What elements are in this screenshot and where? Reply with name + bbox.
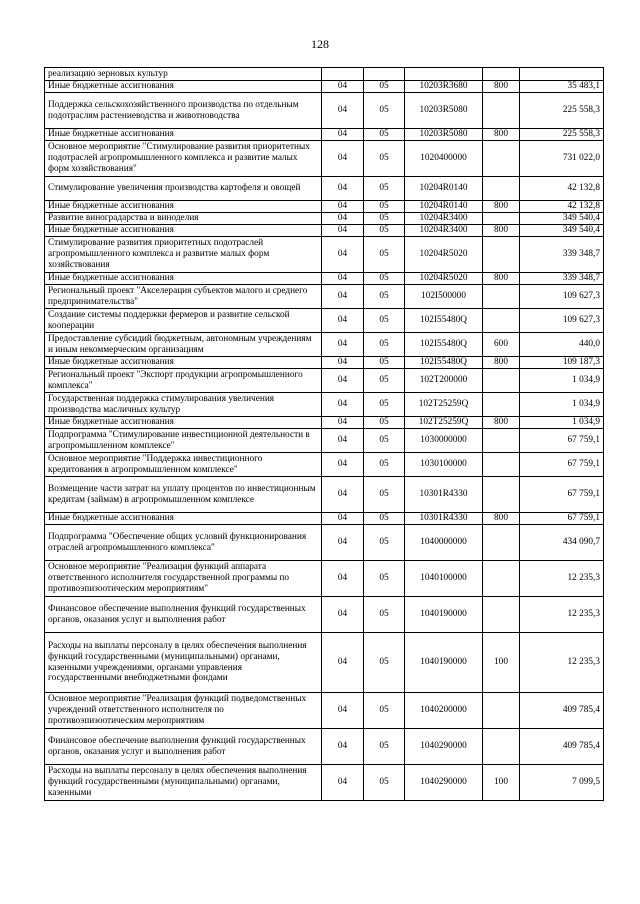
target-item-code: 102I55480Q [405, 333, 483, 357]
item-name: Иные бюджетные ассигнования [45, 273, 322, 285]
item-name: Расходы на выплаты персоналу в целях обеспечения выполнения функций государственными (муниципальными) органами, казенными [45, 765, 322, 801]
item-name: Подпрограмма "Обеспечение общих условий функционирования отраслей агропромышленного комплекса" [45, 525, 322, 561]
target-item-code: 10301R4330 [405, 477, 483, 513]
subsection-code: 05 [364, 309, 405, 333]
target-item-code: 1030100000 [405, 453, 483, 477]
section-code: 04 [322, 309, 364, 333]
table-row [45, 561, 604, 597]
expense-type-code [483, 477, 520, 513]
subsection-code: 05 [364, 357, 405, 369]
subsection-code: 05 [364, 129, 405, 141]
section-code: 04 [322, 333, 364, 357]
amount: 339 348,7 [520, 237, 604, 273]
target-item-code: 10301R4330 [405, 513, 483, 525]
subsection-code: 05 [364, 417, 405, 429]
expense-type-code [483, 309, 520, 333]
amount: 109 627,3 [520, 309, 604, 333]
amount: 7 099,5 [520, 765, 604, 801]
amount: 339 348,7 [520, 273, 604, 285]
table-row [45, 237, 604, 273]
amount: 109 627,3 [520, 285, 604, 309]
subsection-code: 05 [364, 201, 405, 213]
section-code: 04 [322, 237, 364, 273]
amount: 12 235,3 [520, 561, 604, 597]
amount: 1 034,9 [520, 369, 604, 393]
expense-type-code: 600 [483, 333, 520, 357]
target-item-code: 1030000000 [405, 429, 483, 453]
section-code: 04 [322, 429, 364, 453]
amount: 67 759,1 [520, 429, 604, 453]
section-code: 04 [322, 597, 364, 633]
expense-type-code [483, 561, 520, 597]
section-code: 04 [322, 201, 364, 213]
expense-type-code [483, 213, 520, 225]
table-row [45, 597, 604, 633]
section-code: 04 [322, 213, 364, 225]
table-row [45, 68, 604, 81]
amount: 42 132,8 [520, 177, 604, 201]
target-item-code: 102I55480Q [405, 357, 483, 369]
section-code: 04 [322, 729, 364, 765]
section-code: 04 [322, 273, 364, 285]
page-number: 128 [311, 37, 329, 51]
expense-type-code: 800 [483, 273, 520, 285]
table-row [45, 525, 604, 561]
subsection-code: 05 [364, 333, 405, 357]
amount: 434 090,7 [520, 525, 604, 561]
target-item-code: 10204R0140 [405, 201, 483, 213]
target-item-code: 10204R3400 [405, 225, 483, 237]
expense-type-code: 100 [483, 633, 520, 693]
target-item-code: 10203R5080 [405, 129, 483, 141]
section-code: 04 [322, 129, 364, 141]
amount: 225 558,3 [520, 129, 604, 141]
expense-type-code [483, 525, 520, 561]
target-item-code: 10203R5080 [405, 93, 483, 129]
amount: 225 558,3 [520, 93, 604, 129]
item-name: Иные бюджетные ассигнования [45, 417, 322, 429]
table-row [45, 81, 604, 93]
target-item-code [405, 68, 483, 81]
table-row [45, 213, 604, 225]
table-row [45, 93, 604, 129]
item-name: Предоставление субсидий бюджетным, автономным учреждениям и иным некоммерческим организациям [45, 333, 322, 357]
table-row [45, 129, 604, 141]
table-row [45, 429, 604, 453]
section-code [322, 68, 364, 81]
item-name: Иные бюджетные ассигнования [45, 129, 322, 141]
target-item-code: 102T25259Q [405, 393, 483, 417]
expense-type-code: 800 [483, 357, 520, 369]
section-code: 04 [322, 141, 364, 177]
amount: 12 235,3 [520, 633, 604, 693]
item-name: Государственная поддержка стимулирования увеличения производства масличных культур [45, 393, 322, 417]
target-item-code: 1040100000 [405, 561, 483, 597]
item-name: Стимулирование увеличения производства картофеля и овощей [45, 177, 322, 201]
amount: 12 235,3 [520, 597, 604, 633]
item-name: Иные бюджетные ассигнования [45, 81, 322, 93]
expense-type-code [483, 597, 520, 633]
section-code: 04 [322, 633, 364, 693]
section-code: 04 [322, 93, 364, 129]
item-name: Стимулирование развития приоритетных подотраслей агропромышленного комплекса и развитие малых форм хозяйствования [45, 237, 322, 273]
expense-type-code: 800 [483, 129, 520, 141]
table-row [45, 177, 604, 201]
target-item-code: 1020400000 [405, 141, 483, 177]
budget-table-body [45, 68, 604, 801]
subsection-code: 05 [364, 285, 405, 309]
amount: 35 483,1 [520, 81, 604, 93]
section-code: 04 [322, 285, 364, 309]
section-code: 04 [322, 393, 364, 417]
amount: 731 022,0 [520, 141, 604, 177]
target-item-code: 10203R3680 [405, 81, 483, 93]
amount [520, 68, 604, 81]
item-name: Основное мероприятие "Поддержка инвестиционного кредитования в агропромышленном комплексе" [45, 453, 322, 477]
expense-type-code: 800 [483, 81, 520, 93]
subsection-code: 05 [364, 237, 405, 273]
subsection-code: 05 [364, 525, 405, 561]
expense-type-code [483, 453, 520, 477]
item-name: Создание системы поддержки фермеров и развитие сельской кооперации [45, 309, 322, 333]
subsection-code: 05 [364, 369, 405, 393]
item-name: реализацию зерновых культур [45, 68, 322, 81]
expense-type-code: 800 [483, 201, 520, 213]
expense-type-code [483, 393, 520, 417]
section-code: 04 [322, 561, 364, 597]
table-row [45, 477, 604, 513]
item-name: Иные бюджетные ассигнования [45, 513, 322, 525]
target-item-code: 1040290000 [405, 729, 483, 765]
table-row [45, 201, 604, 213]
subsection-code: 05 [364, 597, 405, 633]
table-row [45, 417, 604, 429]
section-code: 04 [322, 525, 364, 561]
amount: 409 785,4 [520, 729, 604, 765]
table-row [45, 309, 604, 333]
target-item-code: 1040200000 [405, 693, 483, 729]
item-name: Развитие виноградарства и виноделия [45, 213, 322, 225]
subsection-code: 05 [364, 213, 405, 225]
subsection-code: 05 [364, 693, 405, 729]
subsection-code: 05 [364, 561, 405, 597]
table-row [45, 633, 604, 693]
amount: 409 785,4 [520, 693, 604, 729]
amount: 1 034,9 [520, 417, 604, 429]
target-item-code: 1040290000 [405, 765, 483, 801]
table-row [45, 285, 604, 309]
table-row [45, 453, 604, 477]
subsection-code: 05 [364, 393, 405, 417]
section-code: 04 [322, 693, 364, 729]
table-row [45, 357, 604, 369]
amount: 1 034,9 [520, 393, 604, 417]
expense-type-code [483, 141, 520, 177]
table-row [45, 693, 604, 729]
subsection-code [364, 68, 405, 81]
target-item-code: 10204R5020 [405, 273, 483, 285]
budget-table [44, 67, 604, 801]
subsection-code: 05 [364, 633, 405, 693]
expense-type-code [483, 369, 520, 393]
item-name: Основное мероприятие "Реализация функций аппарата ответственного исполнителя государственной программы по противоэпизоотическим мероприятиям" [45, 561, 322, 597]
item-name: Поддержка сельскохозяйственного производства по отдельным подотраслям растениеводства и животноводства [45, 93, 322, 129]
subsection-code: 05 [364, 81, 405, 93]
subsection-code: 05 [364, 93, 405, 129]
amount: 109 187,3 [520, 357, 604, 369]
table-row [45, 369, 604, 393]
expense-type-code [483, 177, 520, 201]
amount: 42 132,8 [520, 201, 604, 213]
target-item-code: 1040000000 [405, 525, 483, 561]
expense-type-code [483, 429, 520, 453]
table-row [45, 333, 604, 357]
item-name: Расходы на выплаты персоналу в целях обеспечения выполнения функций государственными (муниципальными) органами, казенными учреждениями, органами управления государственными внебюджетными фондами [45, 633, 322, 693]
table-row [45, 393, 604, 417]
target-item-code: 10204R3400 [405, 213, 483, 225]
subsection-code: 05 [364, 765, 405, 801]
item-name: Финансовое обеспечение выполнения функций государственных органов, оказания услуг и выполнения работ [45, 729, 322, 765]
item-name: Региональный проект "Акселерация субъектов малого и среднего предпринимательства" [45, 285, 322, 309]
amount: 67 759,1 [520, 477, 604, 513]
section-code: 04 [322, 357, 364, 369]
target-item-code: 102T25259Q [405, 417, 483, 429]
subsection-code: 05 [364, 453, 405, 477]
section-code: 04 [322, 453, 364, 477]
expense-type-code [483, 237, 520, 273]
expense-type-code: 800 [483, 417, 520, 429]
item-name: Иные бюджетные ассигнования [45, 225, 322, 237]
expense-type-code: 800 [483, 225, 520, 237]
amount: 440,0 [520, 333, 604, 357]
section-code: 04 [322, 417, 364, 429]
target-item-code: 102I500000 [405, 285, 483, 309]
subsection-code: 05 [364, 141, 405, 177]
target-item-code: 10204R0140 [405, 177, 483, 201]
subsection-code: 05 [364, 177, 405, 201]
expense-type-code [483, 693, 520, 729]
expense-type-code [483, 93, 520, 129]
section-code: 04 [322, 81, 364, 93]
table-row [45, 225, 604, 237]
table-row [45, 765, 604, 801]
table-row [45, 729, 604, 765]
subsection-code: 05 [364, 225, 405, 237]
subsection-code: 05 [364, 513, 405, 525]
item-name: Иные бюджетные ассигнования [45, 201, 322, 213]
item-name: Региональный проект "Экспорт продукции агропромышленного комплекса" [45, 369, 322, 393]
expense-type-code: 100 [483, 765, 520, 801]
subsection-code: 05 [364, 429, 405, 453]
table-row [45, 141, 604, 177]
section-code: 04 [322, 177, 364, 201]
target-item-code: 1040190000 [405, 597, 483, 633]
section-code: 04 [322, 477, 364, 513]
amount: 349 540,4 [520, 225, 604, 237]
section-code: 04 [322, 369, 364, 393]
target-item-code: 1040190000 [405, 633, 483, 693]
expense-type-code [483, 285, 520, 309]
target-item-code: 102I55480Q [405, 309, 483, 333]
subsection-code: 05 [364, 729, 405, 765]
table-row [45, 513, 604, 525]
section-code: 04 [322, 765, 364, 801]
item-name: Иные бюджетные ассигнования [45, 357, 322, 369]
amount: 349 540,4 [520, 213, 604, 225]
subsection-code: 05 [364, 477, 405, 513]
item-name: Возмещение части затрат на уплату процентов по инвестиционным кредитам (займам) в агропромышленном комплексе [45, 477, 322, 513]
item-name: Подпрограмма "Стимулирование инвестиционной деятельности в агропромышленном комплексе" [45, 429, 322, 453]
expense-type-code [483, 729, 520, 765]
item-name: Основное мероприятие "Стимулирование развития приоритетных подотраслей агропромышленного комплекса и развитие малых форм хозяйствования" [45, 141, 322, 177]
section-code: 04 [322, 513, 364, 525]
subsection-code: 05 [364, 273, 405, 285]
target-item-code: 10204R5020 [405, 237, 483, 273]
item-name: Основное мероприятие "Реализация функций подведомственных учреждений ответственного исполнителя по противоэпизоотическим мероприятиям [45, 693, 322, 729]
section-code: 04 [322, 225, 364, 237]
amount: 67 759,1 [520, 453, 604, 477]
expense-type-code [483, 68, 520, 81]
amount: 67 759,1 [520, 513, 604, 525]
expense-type-code: 800 [483, 513, 520, 525]
table-row [45, 273, 604, 285]
item-name: Финансовое обеспечение выполнения функций государственных органов, оказания услуг и выполнения работ [45, 597, 322, 633]
target-item-code: 102T200000 [405, 369, 483, 393]
